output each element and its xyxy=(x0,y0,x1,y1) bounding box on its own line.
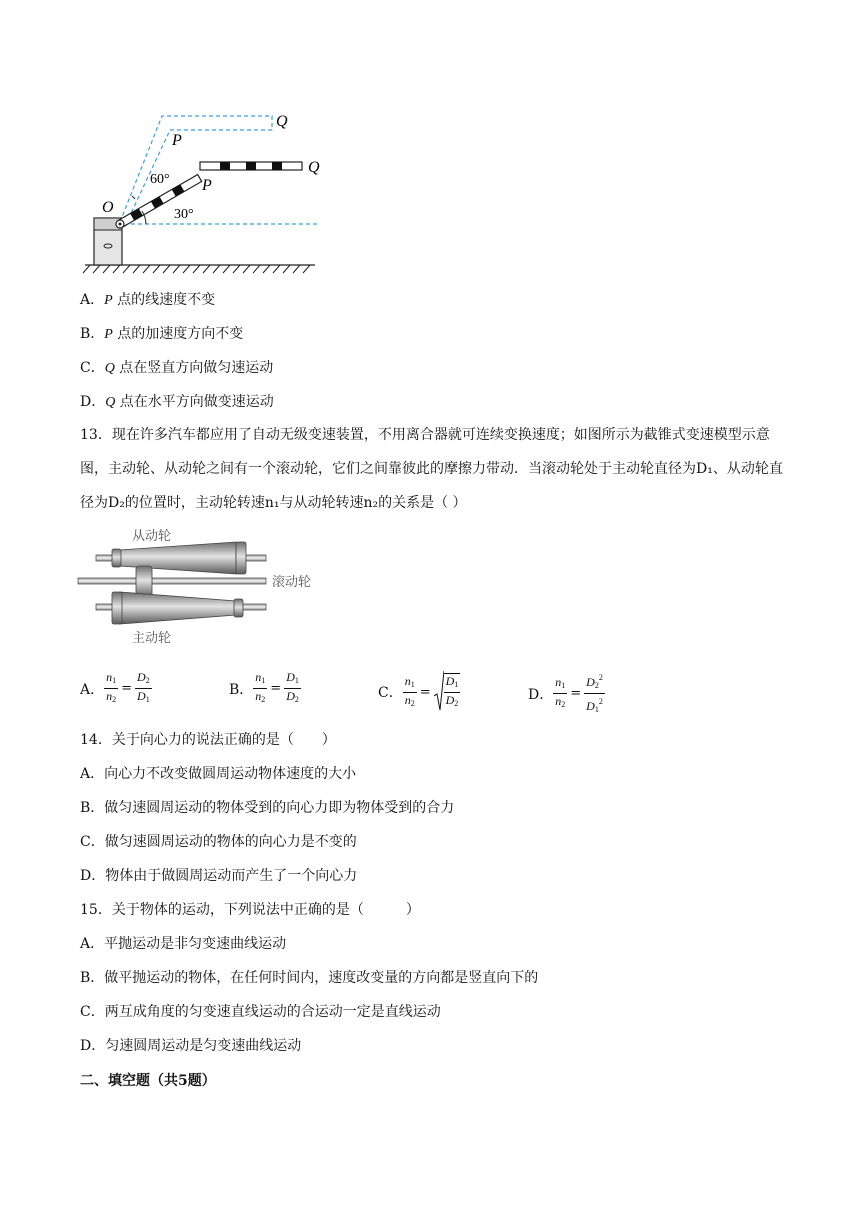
fraction: $\frac{n_1}{n_2}$ xyxy=(555,675,566,709)
q15-option-c: C．两互成角度的匀变速直线运动的合运动一定是直线运动 xyxy=(80,1004,441,1020)
q15-option-d: D．匀速圆周运动是匀变速曲线运动 xyxy=(80,1038,302,1054)
sqrt-icon xyxy=(434,670,444,714)
cone-transmission-figure xyxy=(76,522,326,650)
label-driven-wheel: 从动轮 xyxy=(132,529,172,544)
q12-option-b: B．P 点的加速度方向不变 xyxy=(80,326,244,342)
fraction: $\frac{n_1}{n_2}$ xyxy=(404,673,415,708)
barrier-gate-figure xyxy=(80,100,340,275)
fraction: $\frac{D_1}{D_2}$ xyxy=(286,670,299,704)
q12-option-d: D．Q 点在水平方向做变速运动 xyxy=(80,394,274,410)
section-heading-fill-in: 二、填空题（共5题） xyxy=(80,1073,216,1089)
q13-option-c: C． $\frac{n_1}{n_2}$ = $\frac{D_1}{D_2}$ xyxy=(378,670,460,714)
label-q: Q xyxy=(308,159,320,176)
fraction: $\frac{D_2^2}{D_1^2}$ xyxy=(584,670,605,717)
label-angle-60: 60° xyxy=(150,172,170,187)
fraction: $\frac{D_1}{D_2}$ xyxy=(444,673,461,711)
label-driver-wheel: 主动轮 xyxy=(132,631,172,646)
fraction: $\frac{n_1}{n_2}$ xyxy=(106,670,117,704)
q14-option-d: D．物体由于做圆周运动而产生了一个向心力 xyxy=(80,868,358,884)
q15-option-b: B．做平抛运动的物体，在任何时间内，速度改变量的方向都是竖直向下的 xyxy=(80,970,539,986)
label-p: P xyxy=(202,177,212,194)
q13-option-d: D． $\frac{n_1}{n_2}$ = $\frac{D_2^2}{D_1^2}$ xyxy=(528,670,605,717)
label-q-raised: Q xyxy=(276,113,288,130)
q13-option-a: A． $\frac{n_1}{n_2}$ = $\frac{D_2}{D_1}$ xyxy=(80,670,152,707)
q13-stem: 13．现在许多汽车都应用了自动无级变速装置，不用离合器就可连续变换速度；如图所示为截锥式变速模型示意图，主动轮、从动轮之间有一个滚动轮，它们之间靠彼此的摩擦力带动．当滚动轮处于主动轮直径为D₁、从动轮直径为D₂的位置时，主动轮转速n₁与从动轮转速n₂的关系是（ ） xyxy=(80,427,783,511)
fraction: $\frac{D_2}{D_1}$ xyxy=(137,670,150,704)
label-o: O xyxy=(102,199,114,216)
q13-option-b: B． $\frac{n_1}{n_2}$ = $\frac{D_1}{D_2}$ xyxy=(229,670,301,707)
q12-option-c: C．Q 点在竖直方向做匀速运动 xyxy=(80,360,274,376)
q14-option-a: A．向心力不改变做圆周运动物体速度的大小 xyxy=(80,766,357,782)
fraction: $\frac{n_1}{n_2}$ xyxy=(255,670,266,704)
q15-stem: 15．关于物体的运动，下列说法中正确的是（ ） xyxy=(80,902,420,918)
label-p-raised: P xyxy=(172,132,182,149)
label-angle-30: 30° xyxy=(174,207,194,222)
q15-option-a: A．平抛运动是非匀变速曲线运动 xyxy=(80,936,287,952)
q14-stem: 14．关于向心力的说法正确的是（ ） xyxy=(80,732,336,748)
q14-option-c: C．做匀速圆周运动的物体的向心力是不变的 xyxy=(80,834,357,850)
label-roller-wheel: 滚动轮 xyxy=(272,575,312,590)
q14-option-b: B．做匀速圆周运动的物体受到的向心力即为物体受到的合力 xyxy=(80,800,455,816)
q12-option-a: A．P 点的线速度不变 xyxy=(80,292,216,308)
